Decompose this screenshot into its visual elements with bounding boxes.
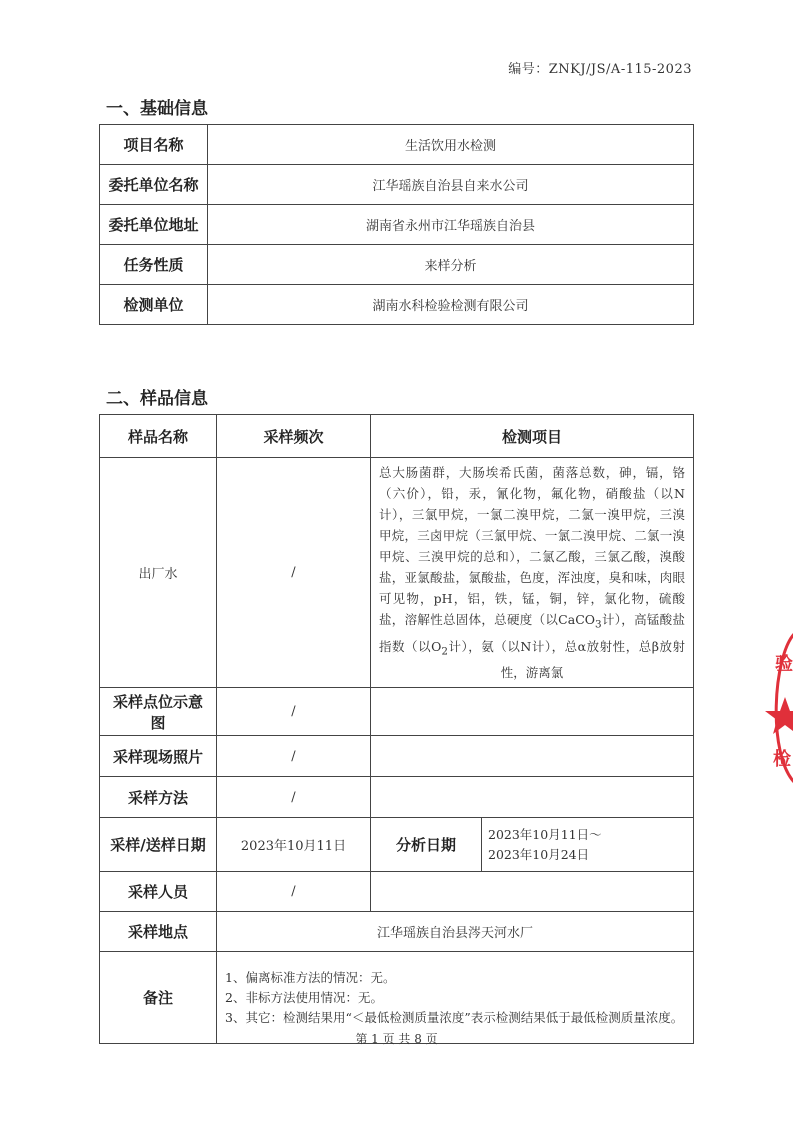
document-number: 编号：ZNKJ/JS/A-115-2023 (508, 62, 692, 77)
table-row (100, 688, 694, 736)
section-title-basic-info: 一、基础信息 (106, 99, 208, 119)
table-row (100, 205, 694, 245)
table-row (100, 458, 694, 688)
basic-info-table (99, 124, 694, 325)
note-line: 3、其它：检测结果用“＜最低检测质量浓度”表示检测结果低于最低检测质量浓度。 (225, 1009, 684, 1025)
sampling-method-label: 采样方法 (100, 777, 217, 818)
sampling-method-value: / (217, 777, 371, 818)
analysis-date-label: 分析日期 (371, 818, 482, 872)
test-items-value (371, 458, 694, 688)
sample-name-header: 样品名称 (100, 415, 217, 458)
test-items-text-end: 计），氨（以N计），总α放射性，总β放射性，游离氯 (447, 638, 686, 680)
sampling-frequency-value: / (217, 458, 371, 688)
project-name-label: 项目名称 (100, 125, 208, 165)
seal-stamp-icon (755, 625, 793, 790)
sampling-location-value: 江华瑶族自治县涔天河水厂 (217, 912, 694, 952)
analysis-date-value (482, 818, 694, 872)
note-line: 1、偏离标准方法的情况：无。 (225, 969, 396, 985)
sampling-personnel-value: / (217, 872, 371, 912)
site-map-value: / (217, 688, 371, 736)
sampling-date-value: 2023年10月11日 (217, 818, 371, 872)
table-row (100, 245, 694, 285)
subscript-2: 2 (441, 645, 448, 657)
sampling-date-label: 采样/送样日期 (100, 818, 217, 872)
sample-info-table (99, 414, 694, 1044)
client-address-value: 湖南省永州市江华瑶族自治县 (208, 205, 694, 245)
site-map-label: 采样点位示意图 (100, 688, 217, 736)
client-name-label: 委托单位名称 (100, 165, 208, 205)
table-row (100, 125, 694, 165)
page-footer: 第 1 页 共 8 页 (355, 1032, 438, 1046)
table-row (100, 777, 694, 818)
client-address-label: 委托单位地址 (100, 205, 208, 245)
svg-text:验: 验 (775, 654, 793, 675)
site-photo-label: 采样现场照片 (100, 736, 217, 777)
site-photo-value: / (217, 736, 371, 777)
client-name-value: 江华瑶族自治县自来水公司 (208, 165, 694, 205)
sampling-frequency-header: 采样频次 (217, 415, 371, 458)
testing-unit-value: 湖南水科检验检测有限公司 (208, 285, 694, 325)
sampling-personnel-label: 采样人员 (100, 872, 217, 912)
test-items-text: 总大肠菌群，大肠埃希氏菌，菌落总数，砷，镉，铬（六价），铅，汞，氰化物，氟化物，硝酸盐（以N计），三氯甲烷，一氯二溴甲烷，二氯一溴甲烷，三溴甲烷，三卤甲烷（三氯甲烷、一氯二溴甲烷、二氯一溴甲烷、三溴甲烷的总和），二氯乙酸，三氯乙酸，溴酸盐，亚氯酸盐，氯酸盐，色度，浑浊度，臭和味，肉眼可见物，pH，铝，铁，锰，铜，锌，氯化物，硫酸盐，溶解性总固体，总硬度（以CaCO (379, 465, 685, 627)
table-row (100, 165, 694, 205)
table-row (100, 912, 694, 952)
svg-text:检: 检 (773, 749, 791, 770)
section-title-sample-info: 二、样品信息 (106, 389, 208, 409)
testing-unit-label: 检测单位 (100, 285, 208, 325)
task-type-label: 任务性质 (100, 245, 208, 285)
subscript-3: 3 (595, 618, 602, 631)
project-name-value: 生活饮用水检测 (208, 125, 694, 165)
table-row (100, 736, 694, 777)
sample-name-value: 出厂水 (100, 458, 217, 688)
analysis-date-line1: 2023年10月11日～ (488, 826, 602, 842)
analysis-date-line2: 2023年10月24日 (488, 846, 590, 862)
table-row (100, 285, 694, 325)
test-items-text-mid: 计），高锰酸盐指数（以O (379, 612, 685, 654)
sampling-location-label: 采样地点 (100, 912, 217, 952)
table-row (100, 818, 694, 872)
notes-label: 备注 (100, 952, 217, 1044)
task-type-value: 来样分析 (208, 245, 694, 285)
table-row (100, 872, 694, 912)
note-line: 2、非标方法使用情况：无。 (225, 989, 383, 1005)
test-items-header: 检测项目 (371, 415, 694, 458)
table-header-row (100, 415, 694, 458)
